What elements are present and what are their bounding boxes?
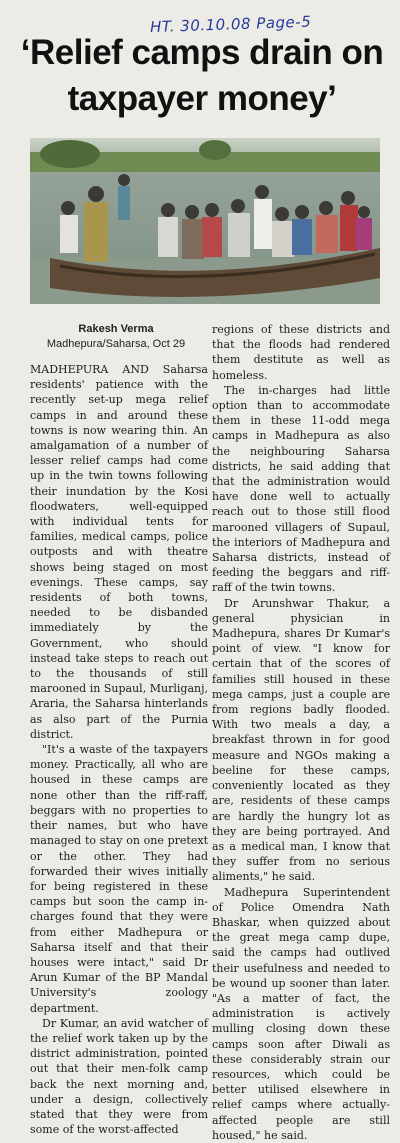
- article-column-2: [212, 322, 390, 1143]
- headline: ‘Relief camps drain on taxpayer money’: [20, 33, 384, 118]
- news-photo: [30, 138, 380, 304]
- flood-boat-photo: [30, 138, 380, 304]
- handwritten-clipping-note: HT. 30.10.08 Page-5: [149, 12, 312, 37]
- article-paragraph: regions of these districts and that the floods had rendered them destitute as well as homeless.: [212, 323, 390, 382]
- article-paragraph: MADHEPURA AND Saharsa residents' patience with the recently set-up mega relief camps in and around these towns is now wearing thin. An amalgamation of a number of lesser relief camps had come up in the twin towns following their inundation by the Kosi floodwaters, well-equipped with individual tents for families, medical camps, police outposts and with theatre shows being staged on most evenings. These camps, say residents of both towns, needed to be disbanded immediately by the Government, who should instead take steps to reach out to the thousands of still marooned in Supaul, Murliganj, Araria, the Saharsa hinterlands as also part of the Purnia district.: [30, 363, 208, 741]
- byline: [30, 322, 202, 352]
- article-paragraph: Dr Kumar, an avid watcher of the relief work taken up by the district administration, pointed out that their men-folk camp back the next morning and, under a design, collectively stated that they were from some of the worst-affected: [30, 1016, 208, 1137]
- article-column-1: [30, 362, 208, 1137]
- author-name: Rakesh Verma: [78, 323, 154, 335]
- article-paragraph: The in-charges had little option than to accommodate them in these 11-odd mega camps in Madhepura as also the neighbouring Saharsa districts, he said adding that that the administration would have done well to actually reach out to those still flood marooned villagers of Supaul, the interiors of Madhepura and Saharsa districts, instead of feeding the beggars and riff-raff of the twin towns.: [212, 383, 390, 595]
- article-paragraph: Dr Arunshwar Thakur, a general physician in Madhepura, shares Dr Kumar's point of view. "I know for certain that of the scores of families still housed in these mega camps, just a couple are from regions badly flooded. With two meals a day, a breakfast thrown in for good measure and NGOs making a beeline for these camps, conveniently located as they are, residents of these camps are hardly the hungry lot as they are being portrayed. And as a medical man, I know that they suffer from no serious aliments," he said.: [212, 596, 390, 884]
- dateline: Madhepura/Saharsa, Oct 29: [46, 338, 186, 350]
- article-paragraph: "It's a waste of the taxpayers money. Practically, all who are housed in these camps are none other than the riff-raff, beggars with no properties to their names, but who have managed to stay on one pretext or the other. They had forwarded their wives initially for being registered in these camps but soon the camp in-charges found that they were from either Madhepura or Saharsa itself and that their houses were intact," said Dr Arun Kumar of the BP Mandal University's zoology department.: [30, 743, 208, 1015]
- article-paragraph: Madhepura Superintendent of Police Omendra Nath Bhaskar, when quizzed about the great mega camp dupe, said the camps had outlived their usefulness and needed to be wound up sooner than later. "As a matter of fact, the administration is actively mulling closing down these camps soon after Diwali as these considerably strain our resources, which could be better utilised elsewhere in relief camps where actually-affected people are still housed," he said.: [212, 885, 390, 1142]
